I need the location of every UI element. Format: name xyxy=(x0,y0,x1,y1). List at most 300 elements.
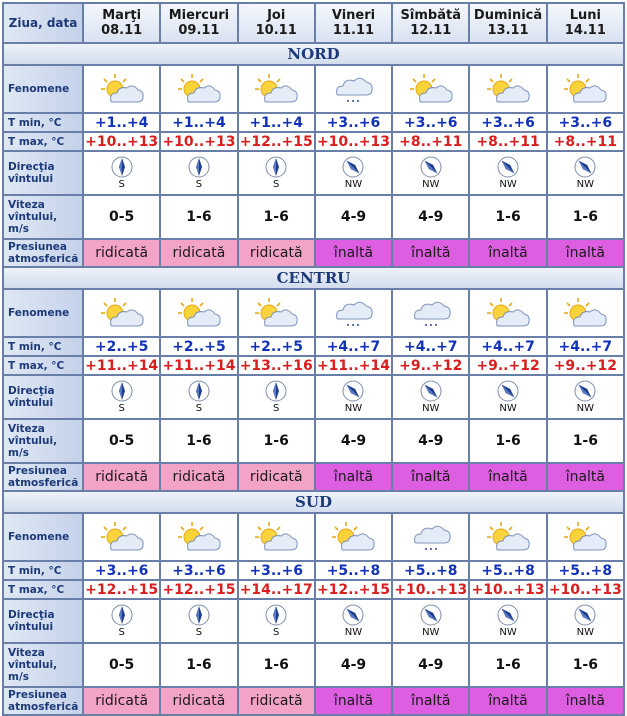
wind-speed-label xyxy=(4,420,82,462)
partly-cloudy-icon xyxy=(161,296,236,330)
tmin-value: +1..+4 xyxy=(161,114,236,131)
day-date: 12.11 xyxy=(410,23,452,38)
tmax-label-text: T max, °C xyxy=(8,583,65,596)
partly-cloudy-icon xyxy=(239,72,314,106)
pressure-value: ridicată xyxy=(161,464,236,490)
header-row xyxy=(4,4,623,42)
wind-speed-value: 1-6 xyxy=(161,196,236,238)
day-name: Duminică xyxy=(473,8,543,23)
pressure-label-text: Presiunea xyxy=(8,689,68,701)
wind-direction xyxy=(470,604,545,638)
wind-speed-value: 1-6 xyxy=(470,196,545,238)
wind-direction xyxy=(316,604,391,638)
wind-speed-value: 0-5 xyxy=(84,420,159,462)
tmin-row xyxy=(4,338,623,355)
tmin-row xyxy=(4,114,623,131)
wind-speed-label xyxy=(4,196,82,238)
wind-direction xyxy=(84,156,159,190)
wind-arrow-northwest-icon xyxy=(420,604,442,626)
wind-direction xyxy=(393,604,468,638)
wind-direction-cell xyxy=(393,152,468,194)
tmin-value: +5..+8 xyxy=(470,562,545,579)
wind-direction-row xyxy=(4,152,623,194)
wind-direction xyxy=(84,604,159,638)
wind-direction-text: S xyxy=(118,403,125,414)
pressure-label-text: atmosferică xyxy=(8,701,79,713)
wind-direction-text: NW xyxy=(499,179,517,190)
phenomena-row xyxy=(4,66,623,112)
tmin-value: +5..+8 xyxy=(316,562,391,579)
wind-arrow-northwest-icon xyxy=(574,604,596,626)
wind-direction-cell xyxy=(84,376,159,418)
wind-speed-value: 4-9 xyxy=(316,644,391,686)
tmax-value: +8..+11 xyxy=(393,133,468,150)
date-header-label: Ziua, data xyxy=(4,4,82,42)
wind-direction-text: S xyxy=(118,627,125,638)
tmax-value: +10..+13 xyxy=(471,581,545,598)
day-date: 09.11 xyxy=(178,23,220,38)
partly-cloudy-icon xyxy=(470,520,545,554)
partly-cloudy-icon xyxy=(161,72,236,106)
wind-arrow-northwest-icon xyxy=(342,604,364,626)
wind-direction-cell xyxy=(548,152,623,194)
tmax-value: +10..+13 xyxy=(394,581,468,598)
pressure-label xyxy=(4,240,82,266)
wind-arrow-northwest-icon xyxy=(497,380,519,402)
tmax-label-text: T max, °C xyxy=(8,359,65,372)
day-header xyxy=(548,4,623,42)
phenomena-label xyxy=(4,290,82,336)
cloudy-drizzle-icon xyxy=(393,520,468,554)
wind-direction-text: NW xyxy=(499,627,517,638)
pressure-value: înaltă xyxy=(316,240,391,266)
day-date: 13.11 xyxy=(487,23,529,38)
weather-cell xyxy=(239,290,314,336)
phenomena-label-text: Fenomene xyxy=(8,83,70,95)
tmin-value: +1..+4 xyxy=(239,114,314,131)
region-title: SUD xyxy=(4,492,623,512)
tmin-label-text: T min, °C xyxy=(8,116,62,129)
wind-arrow-northwest-icon xyxy=(420,380,442,402)
tmin-label xyxy=(4,562,82,579)
wind-direction xyxy=(548,380,623,414)
pressure-value: ridicată xyxy=(84,464,159,490)
tmax-value: +8..+11 xyxy=(548,133,623,150)
wind-speed-label-text: vîntului, xyxy=(8,211,58,223)
wind-direction-cell xyxy=(470,152,545,194)
day-date: 10.11 xyxy=(255,23,297,38)
wind-direction-cell xyxy=(161,600,236,642)
tmax-label xyxy=(4,357,82,374)
partly-cloudy-icon xyxy=(470,72,545,106)
wind-direction xyxy=(239,156,314,190)
wind-speed-value: 1-6 xyxy=(239,196,314,238)
wind-direction-text: NW xyxy=(344,627,363,638)
pressure-value: ridicată xyxy=(161,240,236,266)
wind-speed-value: 0-5 xyxy=(84,196,159,238)
tmin-label-text: T min, °C xyxy=(8,564,62,577)
tmax-value: +13..+16 xyxy=(239,357,313,374)
partly-cloudy-icon xyxy=(239,296,314,330)
pressure-value: ridicată xyxy=(84,240,159,266)
phenomena-label xyxy=(4,66,82,112)
weather-cell xyxy=(548,290,623,336)
pressure-value: înaltă xyxy=(470,688,545,714)
tmin-value: +3..+6 xyxy=(548,114,623,131)
wind-speed-value: 4-9 xyxy=(393,420,468,462)
pressure-value: ridicată xyxy=(239,240,314,266)
tmax-value: +9..+12 xyxy=(548,357,623,374)
wind-speed-row xyxy=(4,420,623,462)
wind-speed-value: 4-9 xyxy=(316,420,391,462)
wind-direction-label xyxy=(4,600,82,642)
tmin-value: +2..+5 xyxy=(84,338,159,355)
tmax-value: +11..+14 xyxy=(85,357,159,374)
day-date: 11.11 xyxy=(332,23,375,38)
tmax-value: +12..+15 xyxy=(239,133,313,150)
tmin-value: +1..+4 xyxy=(84,114,159,131)
wind-direction-cell xyxy=(161,152,236,194)
partly-cloudy-icon xyxy=(239,520,314,554)
wind-speed-value: 4-9 xyxy=(393,644,468,686)
wind-direction-label xyxy=(4,376,82,418)
wind-arrow-northwest-icon xyxy=(497,156,519,178)
weather-cell xyxy=(316,514,391,560)
day-name: Vineri xyxy=(331,8,376,23)
phenomena-label xyxy=(4,514,82,560)
wind-direction-cell xyxy=(239,600,314,642)
tmin-value: +5..+8 xyxy=(393,562,468,579)
wind-direction-cell xyxy=(239,376,314,418)
region-title: NORD xyxy=(4,44,623,64)
wind-direction-label-text: Direcţia xyxy=(8,385,55,397)
weather-cell xyxy=(239,514,314,560)
tmin-value: +4..+7 xyxy=(393,338,468,355)
wind-direction-text: NW xyxy=(576,627,595,638)
partly-cloudy-icon xyxy=(548,72,623,106)
wind-direction-cell xyxy=(316,152,391,194)
wind-direction-row xyxy=(4,600,623,642)
partly-cloudy-icon xyxy=(316,520,391,554)
weather-cell xyxy=(393,66,468,112)
day-header xyxy=(239,4,314,42)
pressure-value: înaltă xyxy=(393,240,468,266)
wind-direction xyxy=(470,380,545,414)
wind-direction xyxy=(239,604,314,638)
partly-cloudy-icon xyxy=(548,520,623,554)
pressure-value: ridicată xyxy=(239,688,314,714)
wind-speed-label-text: Viteza xyxy=(8,647,45,659)
wind-direction-text: NW xyxy=(576,179,595,190)
wind-direction xyxy=(161,604,236,638)
wind-speed-value: 1-6 xyxy=(548,420,623,462)
weather-cell xyxy=(161,514,236,560)
cloudy-drizzle-icon xyxy=(316,296,391,330)
wind-direction-label xyxy=(4,152,82,194)
partly-cloudy-icon xyxy=(84,72,159,106)
pressure-value: înaltă xyxy=(316,464,391,490)
wind-speed-label-text: m/s xyxy=(8,223,30,235)
wind-direction-text: NW xyxy=(344,179,363,190)
wind-arrow-south-icon xyxy=(111,380,133,402)
tmin-value: +3..+6 xyxy=(393,114,468,131)
pressure-value: ridicată xyxy=(84,688,159,714)
tmax-value: +10..+13 xyxy=(316,133,391,150)
tmax-value: +12..+15 xyxy=(316,581,391,598)
wind-direction xyxy=(239,380,314,414)
tmax-value: +12..+15 xyxy=(162,581,236,598)
wind-direction xyxy=(316,380,391,414)
weather-cell xyxy=(161,290,236,336)
wind-direction-cell xyxy=(548,376,623,418)
wind-arrow-south-icon xyxy=(111,604,133,626)
wind-direction-cell xyxy=(393,376,468,418)
tmin-label-text: T min, °C xyxy=(8,340,62,353)
day-header xyxy=(393,4,468,42)
pressure-row xyxy=(4,688,623,714)
tmax-value: +10..+13 xyxy=(85,133,159,150)
partly-cloudy-icon xyxy=(548,296,623,330)
wind-speed-value: 1-6 xyxy=(161,644,236,686)
pressure-row xyxy=(4,464,623,490)
wind-speed-value: 1-6 xyxy=(470,420,545,462)
tmax-value: +12..+15 xyxy=(85,581,159,598)
wind-direction-cell xyxy=(239,152,314,194)
day-name: Marţi xyxy=(102,8,142,23)
wind-speed-value: 1-6 xyxy=(548,196,623,238)
tmin-value: +3..+6 xyxy=(470,114,545,131)
phenomena-label-text: Fenomene xyxy=(8,531,70,543)
weather-cell xyxy=(84,66,159,112)
tmin-row xyxy=(4,562,623,579)
weather-cell xyxy=(393,514,468,560)
wind-arrow-south-icon xyxy=(265,156,287,178)
weather-cell xyxy=(316,66,391,112)
weather-cell xyxy=(470,290,545,336)
weather-cell xyxy=(470,514,545,560)
weather-cell xyxy=(316,290,391,336)
wind-direction-cell xyxy=(470,600,545,642)
wind-direction xyxy=(393,156,468,190)
wind-direction-cell xyxy=(84,152,159,194)
wind-direction xyxy=(161,156,236,190)
day-name: Miercuri xyxy=(168,8,230,23)
wind-speed-value: 1-6 xyxy=(548,644,623,686)
wind-direction-text: NW xyxy=(422,179,440,190)
region-title: CENTRU xyxy=(4,268,623,288)
weather-cell xyxy=(84,290,159,336)
wind-direction-cell xyxy=(316,376,391,418)
pressure-label-text: atmosferică xyxy=(8,253,79,265)
tmax-value: +14..+17 xyxy=(239,581,313,598)
wind-direction-cell xyxy=(316,600,391,642)
wind-speed-label-text: vîntului, xyxy=(8,435,58,447)
tmax-value: +11..+14 xyxy=(162,357,236,374)
wind-speed-row xyxy=(4,644,623,686)
pressure-value: înaltă xyxy=(470,240,545,266)
wind-direction-text: NW xyxy=(422,627,440,638)
day-header xyxy=(161,4,236,42)
pressure-label-text: Presiunea xyxy=(8,465,68,477)
wind-speed-value: 4-9 xyxy=(393,196,468,238)
day-name: Joi xyxy=(267,8,286,23)
wind-direction-text: NW xyxy=(576,403,595,414)
wind-arrow-south-icon xyxy=(265,380,287,402)
pressure-value: înaltă xyxy=(470,464,545,490)
wind-direction-text: NW xyxy=(499,403,517,414)
tmax-value: +9..+12 xyxy=(393,357,468,374)
tmin-label xyxy=(4,338,82,355)
tmin-value: +4..+7 xyxy=(548,338,623,355)
tmax-label xyxy=(4,133,82,150)
forecast-table xyxy=(2,2,625,716)
pressure-row xyxy=(4,240,623,266)
wind-speed-value: 1-6 xyxy=(239,420,314,462)
wind-speed-label-text: m/s xyxy=(8,671,30,683)
tmax-row xyxy=(4,581,623,598)
tmax-value: +11..+14 xyxy=(316,357,391,374)
weather-cell xyxy=(161,66,236,112)
day-name: Luni xyxy=(569,8,601,23)
wind-direction-text: S xyxy=(195,403,203,414)
phenomena-row xyxy=(4,290,623,336)
partly-cloudy-icon xyxy=(161,520,236,554)
phenomena-row xyxy=(4,514,623,560)
wind-direction xyxy=(161,380,236,414)
wind-direction-cell xyxy=(548,600,623,642)
wind-arrow-northwest-icon xyxy=(574,380,596,402)
wind-direction-cell xyxy=(161,376,236,418)
day-header xyxy=(316,4,391,42)
wind-speed-label-text: Viteza xyxy=(8,199,45,211)
wind-direction-cell xyxy=(393,600,468,642)
partly-cloudy-icon xyxy=(84,296,159,330)
wind-direction xyxy=(548,156,623,190)
wind-arrow-northwest-icon xyxy=(420,156,442,178)
wind-speed-label-text: vîntului, xyxy=(8,659,58,671)
wind-arrow-south-icon xyxy=(188,380,210,402)
day-date: 14.11 xyxy=(564,23,606,38)
wind-direction-text: NW xyxy=(422,403,440,414)
wind-direction-label-text: Direcţia xyxy=(8,609,55,621)
region-header-row xyxy=(4,492,623,512)
tmax-value: +10..+13 xyxy=(548,581,622,598)
weather-cell xyxy=(470,66,545,112)
wind-direction-label-text: Direcţia xyxy=(8,161,55,173)
wind-direction-text: S xyxy=(273,403,280,414)
wind-direction-text: NW xyxy=(344,403,363,414)
wind-arrow-south-icon xyxy=(265,604,287,626)
wind-arrow-northwest-icon xyxy=(497,604,519,626)
wind-arrow-northwest-icon xyxy=(342,156,364,178)
pressure-label-text: atmosferică xyxy=(8,477,79,489)
tmin-value: +3..+6 xyxy=(316,114,391,131)
tmax-value: +9..+12 xyxy=(470,357,545,374)
wind-speed-value: 1-6 xyxy=(470,644,545,686)
day-header xyxy=(470,4,545,42)
wind-direction-cell xyxy=(84,600,159,642)
tmax-value: +10..+13 xyxy=(162,133,236,150)
weather-cell xyxy=(548,66,623,112)
wind-speed-label xyxy=(4,644,82,686)
tmax-label xyxy=(4,581,82,598)
pressure-value: ridicată xyxy=(239,464,314,490)
day-name: Sîmbătă xyxy=(400,8,461,23)
weather-cell xyxy=(84,514,159,560)
tmin-value: +3..+6 xyxy=(161,562,236,579)
region-header-row xyxy=(4,44,623,64)
cloudy-drizzle-icon xyxy=(393,296,468,330)
pressure-value: înaltă xyxy=(316,688,391,714)
pressure-label-text: Presiunea xyxy=(8,241,68,253)
tmax-row xyxy=(4,133,623,150)
wind-direction-text: S xyxy=(273,179,280,190)
wind-direction xyxy=(84,380,159,414)
wind-direction-label-text: vîntului xyxy=(8,397,54,409)
tmin-label xyxy=(4,114,82,131)
wind-arrow-northwest-icon xyxy=(574,156,596,178)
wind-direction xyxy=(393,380,468,414)
tmax-row xyxy=(4,357,623,374)
wind-speed-value: 0-5 xyxy=(84,644,159,686)
region-header-row xyxy=(4,268,623,288)
tmin-value: +5..+8 xyxy=(548,562,623,579)
wind-speed-label-text: m/s xyxy=(8,447,30,459)
wind-direction-cell xyxy=(470,376,545,418)
wind-speed-row xyxy=(4,196,623,238)
wind-direction-text: S xyxy=(195,179,203,190)
wind-direction-label-text: vîntului xyxy=(8,173,54,185)
tmin-value: +2..+5 xyxy=(161,338,236,355)
pressure-value: înaltă xyxy=(548,240,623,266)
wind-direction xyxy=(316,156,391,190)
tmin-value: +4..+7 xyxy=(470,338,545,355)
pressure-label xyxy=(4,688,82,714)
partly-cloudy-icon xyxy=(470,296,545,330)
pressure-value: înaltă xyxy=(393,464,468,490)
wind-direction-row xyxy=(4,376,623,418)
weather-cell xyxy=(548,514,623,560)
day-header xyxy=(84,4,159,42)
tmax-label-text: T max, °C xyxy=(8,135,65,148)
wind-arrow-south-icon xyxy=(111,156,133,178)
tmin-value: +3..+6 xyxy=(239,562,314,579)
phenomena-label-text: Fenomene xyxy=(8,307,70,319)
weather-cell xyxy=(239,66,314,112)
cloudy-drizzle-icon xyxy=(316,72,391,106)
pressure-value: înaltă xyxy=(548,464,623,490)
tmin-value: +2..+5 xyxy=(239,338,314,355)
wind-speed-value: 4-9 xyxy=(316,196,391,238)
wind-direction-text: S xyxy=(195,627,203,638)
wind-arrow-south-icon xyxy=(188,604,210,626)
wind-arrow-south-icon xyxy=(188,156,210,178)
wind-speed-value: 1-6 xyxy=(239,644,314,686)
wind-direction xyxy=(470,156,545,190)
tmax-value: +8..+11 xyxy=(470,133,545,150)
wind-arrow-northwest-icon xyxy=(342,380,364,402)
tmin-value: +4..+7 xyxy=(316,338,391,355)
tmin-value: +3..+6 xyxy=(84,562,159,579)
partly-cloudy-icon xyxy=(393,72,468,106)
pressure-value: ridicată xyxy=(161,688,236,714)
pressure-label xyxy=(4,464,82,490)
wind-direction-text: S xyxy=(118,179,125,190)
pressure-value: înaltă xyxy=(393,688,468,714)
weather-cell xyxy=(393,290,468,336)
wind-direction-label-text: vîntului xyxy=(8,621,54,633)
wind-direction-text: S xyxy=(273,627,280,638)
